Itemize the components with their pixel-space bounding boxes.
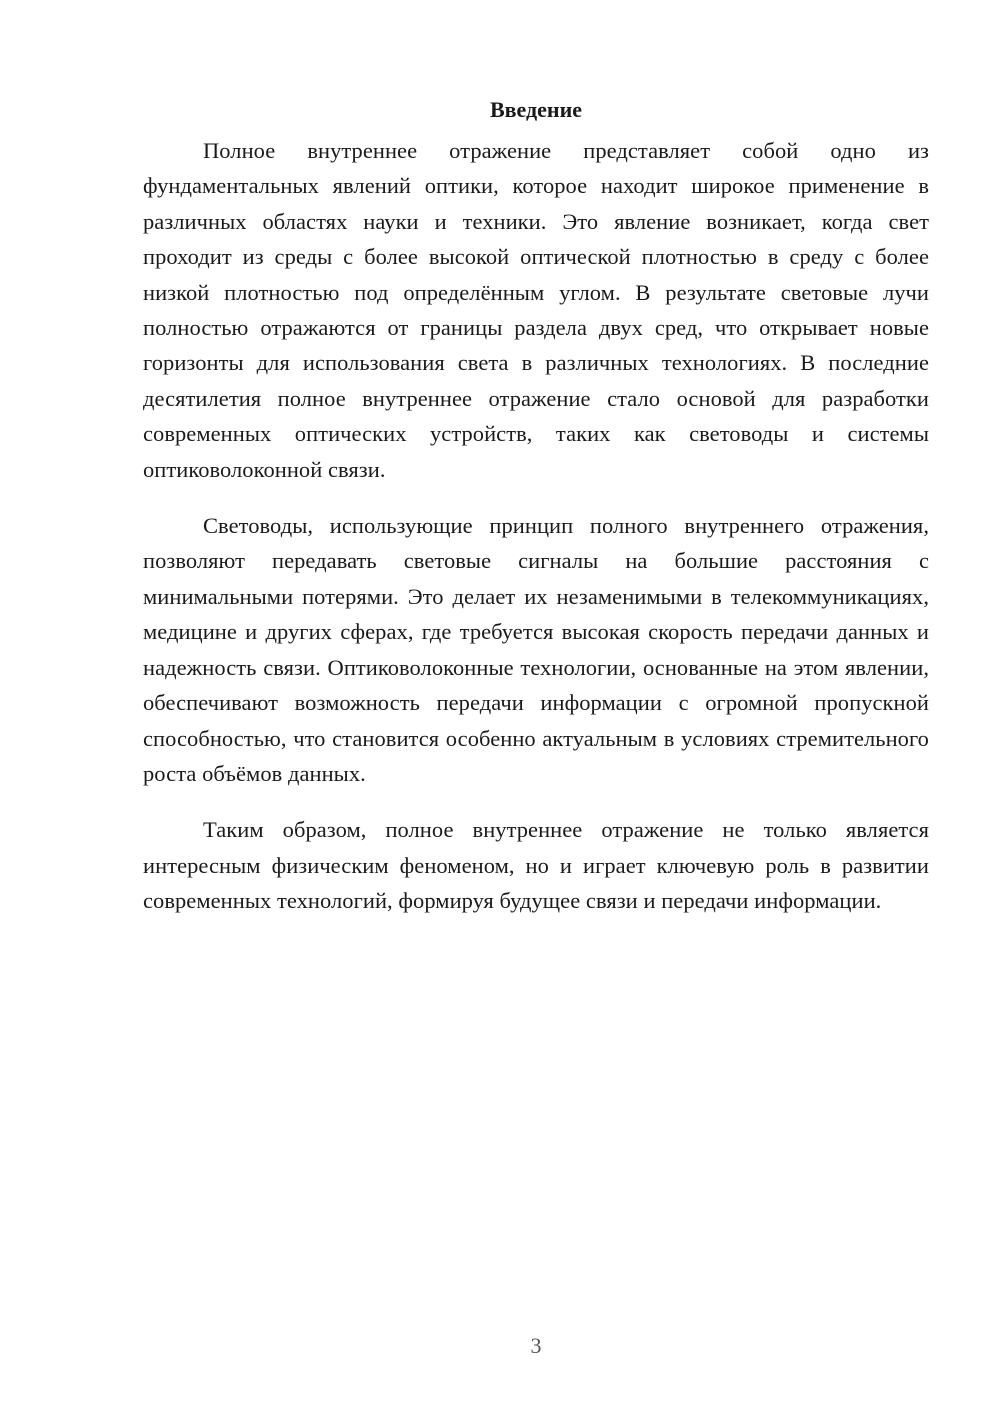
section-heading: Введение	[489, 97, 583, 122]
document-body	[143, 95, 929, 940]
paragraph-3: Таким образом, полное внутреннее отражение не только является интересным физическим феноменом, но и играет ключевую роль в развитии современных технологий, формируя будущее связи и передачи информации.	[143, 817, 929, 914]
page-number: 3	[530, 1333, 542, 1358]
paragraph-1: Полное внутреннее отражение представляет собой одно из фундаментальных явлений оптики, которое находит широкое применение в различных областях науки и техники. Это явление возникает, когда свет проходит из среды с более высокой оптической плотностью в среду с более низкой плотностью под определённым углом. В результате световые лучи полностью отражаются от границы раздела двух сред, что открывает новые горизонты для использования света в различных технологиях. В последние десятилетия полное внутреннее отражение стало основой для разработки современных оптических устройств, таких как световоды и системы оптиковолоконной связи.	[143, 138, 929, 482]
paragraph-2: Световоды, использующие принцип полного внутреннего отражения, позволяют передавать световые сигналы на большие расстояния с минимальными потерями. Это делает их незаменимыми в телекоммуникациях, медицине и других сферах, где требуется высокая скорость передачи данных и надежность связи. Оптиковолоконные технологии, основанные на этом явлении, обеспечивают возможность передачи информации с огромной пропускной способностью, что становится особенно актуальным в условиях стремительного роста объёмов данных.	[143, 513, 929, 786]
